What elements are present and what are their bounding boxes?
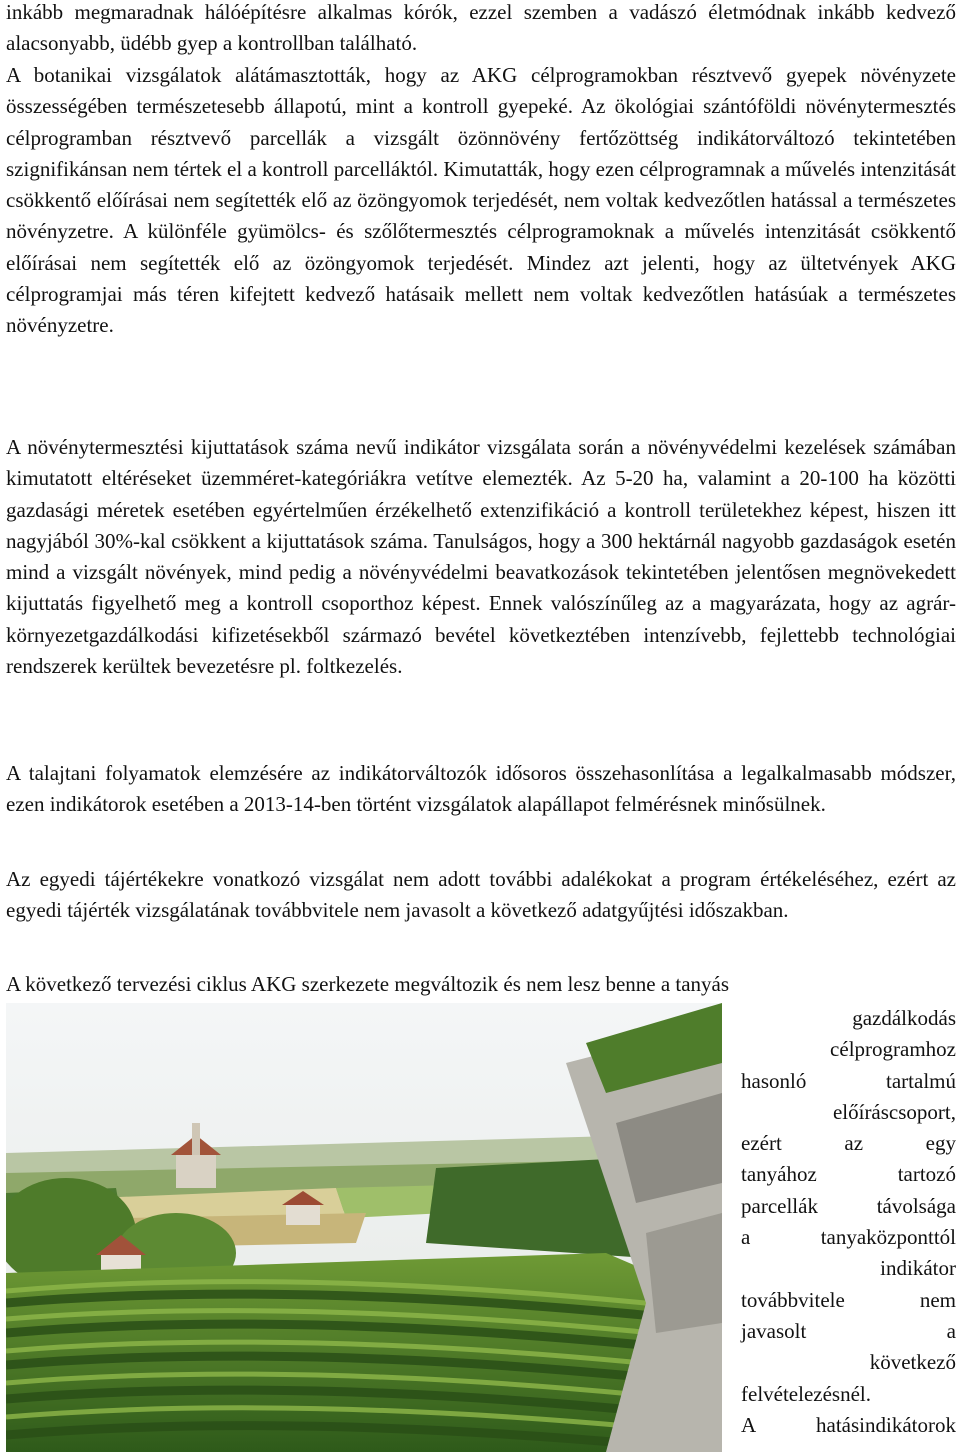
side-line-4: előíráscsoport,	[832, 1099, 956, 1124]
side-line-11: javasolt a	[741, 1318, 956, 1343]
side-line-13: felvételezésnél.	[741, 1381, 871, 1406]
vineyard-landscape-image	[6, 1003, 722, 1452]
paragraph-5: Az egyedi tájértékekre vonatkozó vizsgálat nem adott további adalékokat a program értékeléséhez, ezért az egyedi tájérték vizsgálatának továbbvitele nem javasolt a következő adatgyűjtési időszakban.	[6, 867, 956, 923]
side-line-9: indikátor	[880, 1256, 956, 1281]
paragraph-4: A talajtani folyamatok elemzésére az indikátorváltozók idősoros összehasonlítása a legalkalmasabb módszer, ezen indikátorok esetében a 2013-14-ben történt vizsgálatok alapállapot felmérésnek minősülnek.	[6, 761, 956, 817]
side-line-14: A hatásindikátorok	[741, 1412, 956, 1437]
side-line-3: hasonló tartalmú	[741, 1068, 956, 1093]
side-line-5: ezért az egy	[741, 1131, 956, 1156]
side-line-12: következő	[869, 1350, 956, 1375]
paragraph-1: inkább megmaradnak hálóépítésre alkalmas kórók, ezzel szemben a vadászó életmódnak inkább kedvező alacsonyabb, üdébb gyep a kontrollban található.	[6, 0, 956, 56]
paragraph-3: A növénytermesztési kijuttatások száma nevű indikátor vizsgálata során a növényvédelmi kezelések számában kimutatott eltéréseket üzemméret-kategóriákra vetítve elemezték. Az 5-20 ha, valamint a 20-100 ha közötti gazdasági méretek esetében egyértelműen érzékelhető extenzifikáció a kontroll területekhez képest, hiszen itt nagyjából 30%-kal csökkent a kijuttatások száma. Tanulságos, hogy a 300 hektárnál nagyobb gazdaságok esetén mind a vizsgált növények, mind pedig a növényvédelmi beavatkozások tekintetében jelentősen megnövekedett kijuttatás figyelhető meg a kontroll csoporthoz képest. Ennek valószínűleg az a magyarázata, hogy az agrár-környezetgazdálkodási kifizetésekből származó bevétel következtében intenzívebb, fejlettebb technológiai rendszerek kerültek bevezetésre pl. foltkezelés.	[6, 435, 956, 679]
vineyard-photo	[6, 1003, 722, 1452]
side-line-2: célprogramhoz	[830, 1037, 956, 1062]
paragraph-2: A botanikai vizsgálatok alátámasztották, hogy az AKG célprogramokban résztvevő gyepek növényzete összességében természetesebb állapotú, mint a kontroll gyepeké. Az ökológiai szántóföldi növénytermesztés célprogramban résztvevő parcellák a vizsgált özönnövény fertőzöttség indikátorváltozó tekintetében szignifikánsan nem tértek el a kontroll parcelláktól. Kimutatták, hogy ezen célprogramnak a művelés intenzitását csökkentő előírásai nem segítették elő az özöngyomok terjedését, nem voltak kedvezőtlen hatással a természetes növényzetre. A különféle gyümölcs- és szőlőtermesztés célprogramoknak a művelés intenzitását csökkentő előírásai nem segítették elő az özöngyomok terjedését. Mindez azt jelenti, hogy az ültetvények AKG célprogramjai más téren kifejtett kedvező hatásaik mellett nem voltak kedvezőtlen hatásúak a természetes növényzetre.	[6, 63, 956, 338]
side-text-column	[741, 1003, 956, 1441]
side-line-1: gazdálkodás	[852, 1006, 956, 1030]
side-line-10: továbbvitele nem	[741, 1287, 956, 1312]
paragraph-6: A következő tervezési ciklus AKG szerkezete megváltozik és nem lesz benne a tanyás	[6, 972, 730, 996]
side-line-8: a tanyaközponttól	[741, 1225, 956, 1250]
side-line-7: parcellák távolsága	[741, 1193, 956, 1218]
side-line-6: tanyához tartozó	[741, 1162, 956, 1187]
